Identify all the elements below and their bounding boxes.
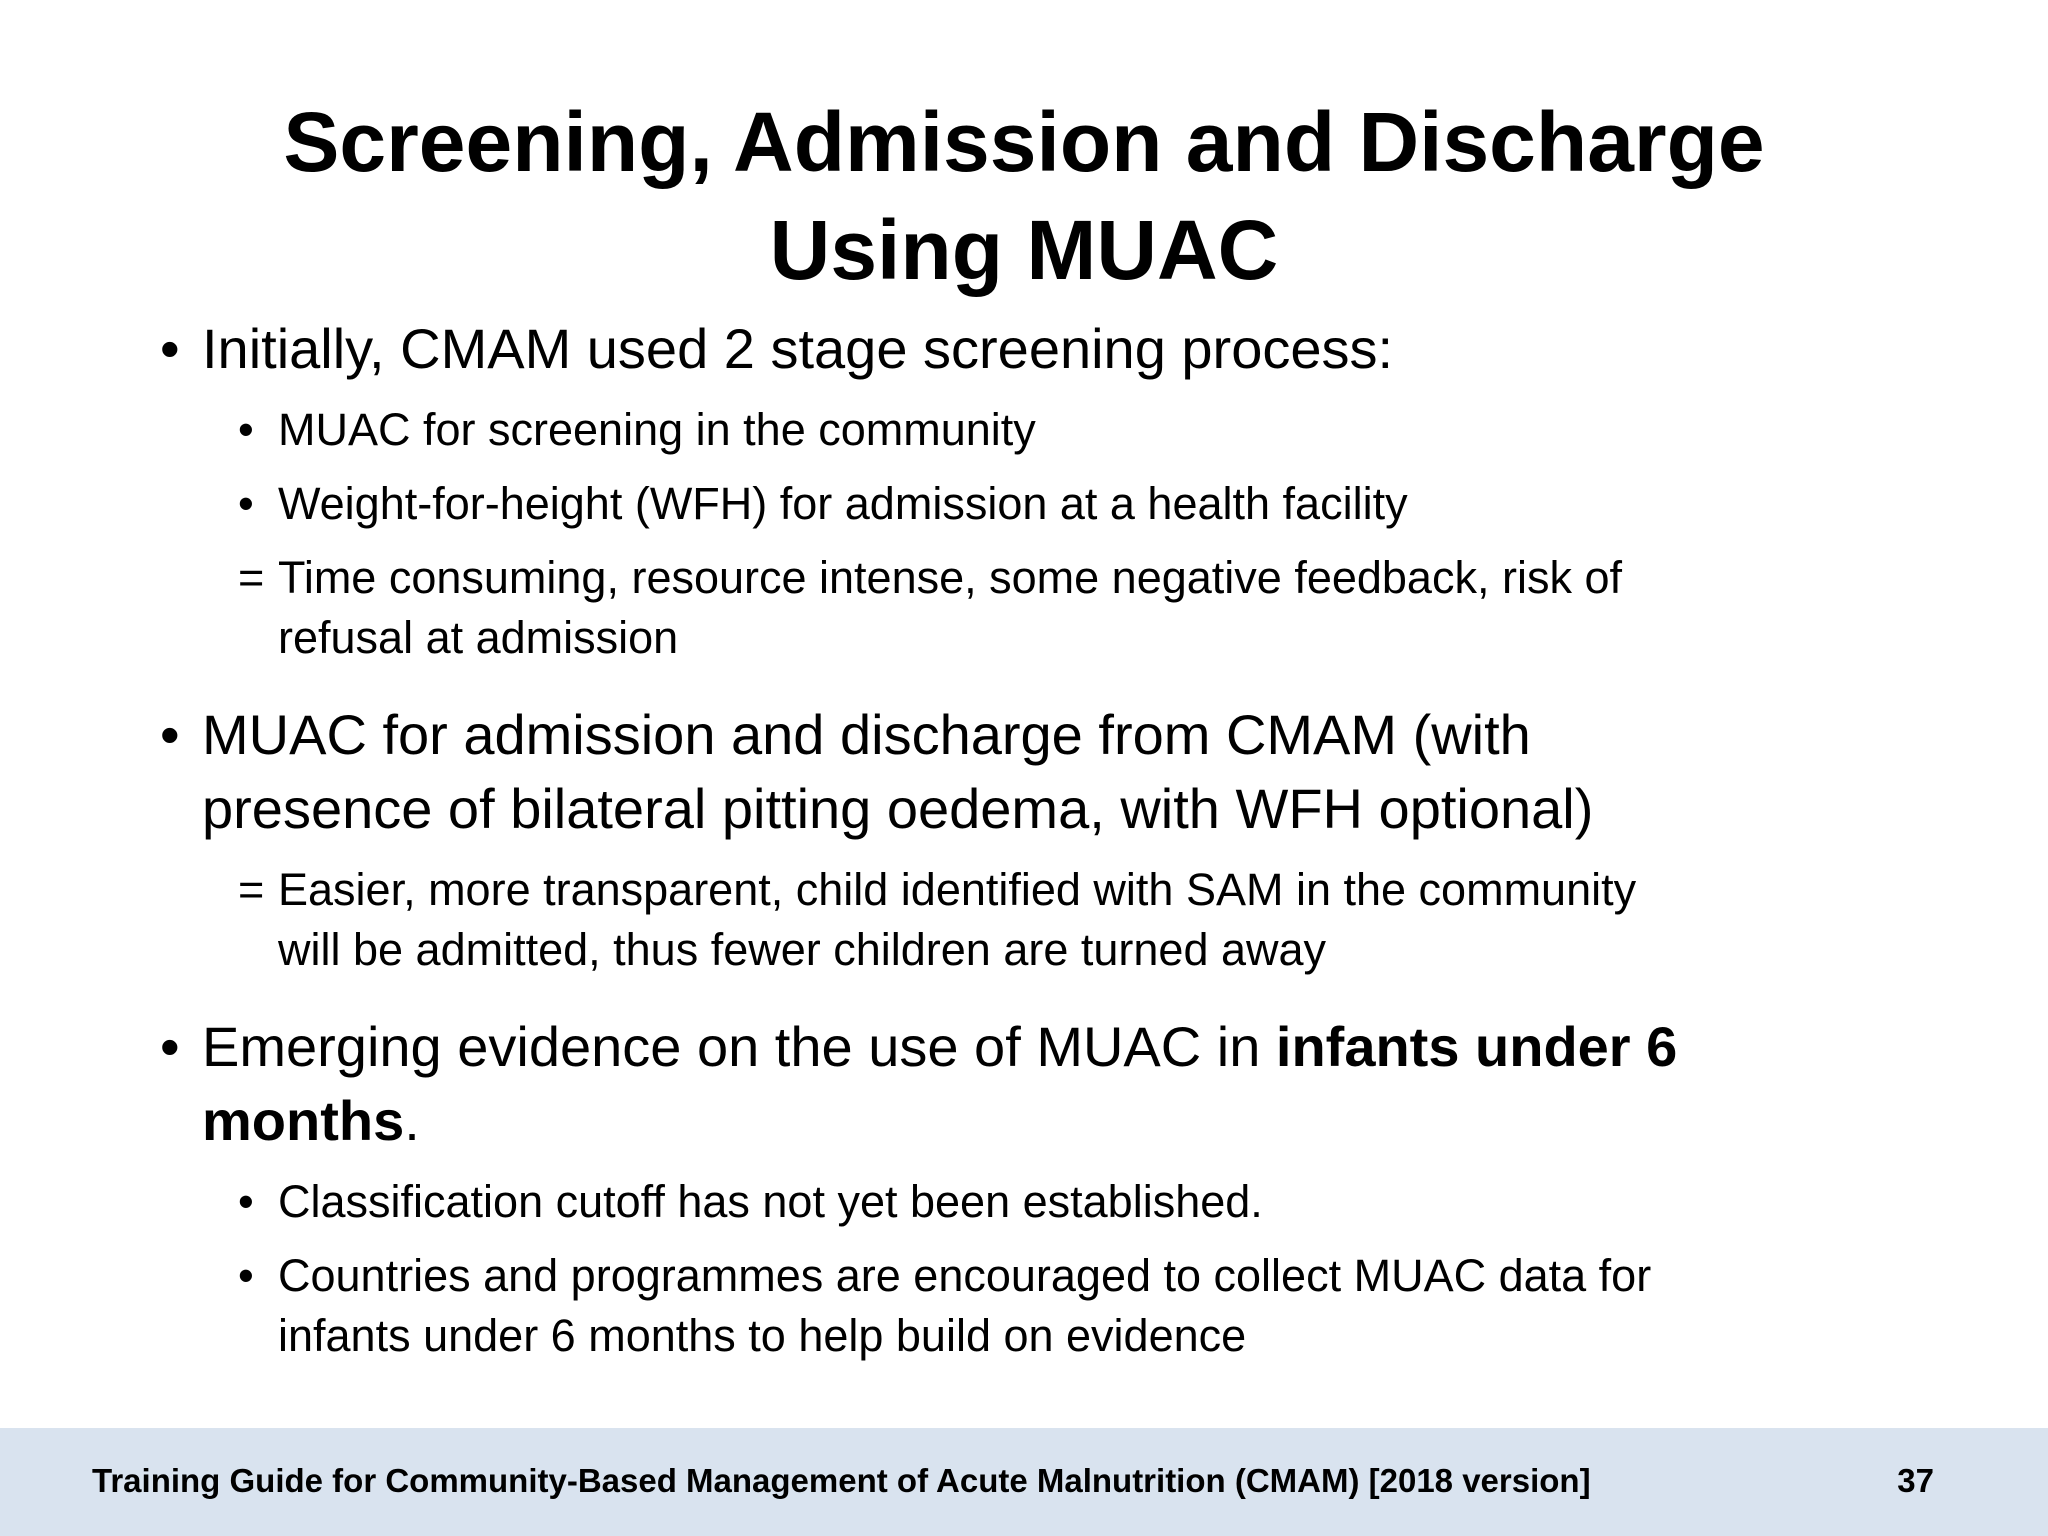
bullet-text-line-2: [202, 1084, 1900, 1158]
slide-body: [160, 312, 1900, 1366]
slide-title: [140, 88, 1908, 304]
sub-bullet-text: MUAC for screening in the community: [278, 404, 1036, 455]
bullet-icon: •: [238, 1250, 254, 1301]
bullet-text-line-1: MUAC for admission and discharge from CMAM (with: [202, 703, 1531, 766]
bullet-emerging-evidence: [160, 1010, 1900, 1158]
sub-bullet-text: Weight-for-height (WFH) for admission at a health facility: [278, 478, 1408, 529]
bullet-text-line-2: presence of bilateral pitting oedema, with WFH optional): [202, 777, 1594, 840]
result-text-line-2: will be admitted, thus fewer children are turned away: [278, 924, 1327, 975]
sub-bullet-text-line-1: Countries and programmes are encouraged to collect MUAC data for: [278, 1250, 1652, 1301]
sub-bullet-cutoff: [160, 1172, 1900, 1232]
result-line-two-stage: [160, 548, 1900, 668]
equals-sign: =: [238, 864, 265, 915]
sub-bullet-wfh-admission: [160, 474, 1900, 534]
result-text-line-2: refusal at admission: [278, 612, 679, 663]
page-number: 37: [1897, 1462, 1934, 1499]
bullet-icon: •: [238, 478, 254, 529]
result-text-line-1: Easier, more transparent, child identified with SAM in the community: [278, 864, 1637, 915]
equals-sign: =: [238, 552, 265, 603]
sub-bullet-collect-data: [160, 1246, 1900, 1366]
bullet-text-bold: months: [202, 1089, 405, 1152]
bullet-text-line-1: [202, 1010, 1900, 1084]
slide-footer: [0, 1428, 2048, 1536]
footer-title: Training Guide for Community-Based Management of Acute Malnutrition (CMAM) [2018 version]: [92, 1462, 1591, 1499]
bullet-icon: •: [238, 404, 254, 455]
bullet-icon: •: [160, 1015, 180, 1078]
sub-bullet-text-line-2: infants under 6 months to help build on evidence: [278, 1310, 1247, 1361]
slide-title-line-1: Screening, Admission and Discharge: [283, 95, 1765, 189]
bullet-icon: •: [238, 1176, 254, 1227]
bullet-initial-screening: [160, 312, 1900, 386]
sub-bullet-muac-screening: [160, 400, 1900, 460]
bullet-icon: •: [160, 703, 180, 766]
bullet-text-plain: Emerging evidence on the use of MUAC in: [202, 1015, 1276, 1078]
bullet-text-plain: .: [404, 1089, 420, 1152]
result-text-line-1: Time consuming, resource intense, some negative feedback, risk of: [278, 552, 1622, 603]
sub-bullet-text: Classification cutoff has not yet been established.: [278, 1176, 1263, 1227]
bullet-text: Initially, CMAM used 2 stage screening process:: [202, 317, 1394, 380]
bullet-text-bold: infants under 6: [1275, 1015, 1678, 1078]
bullet-muac-admission-discharge: [160, 698, 1900, 846]
slide-title-line-2: Using MUAC: [769, 203, 1279, 297]
result-line-muac: [160, 860, 1900, 980]
bullet-icon: •: [160, 317, 180, 380]
